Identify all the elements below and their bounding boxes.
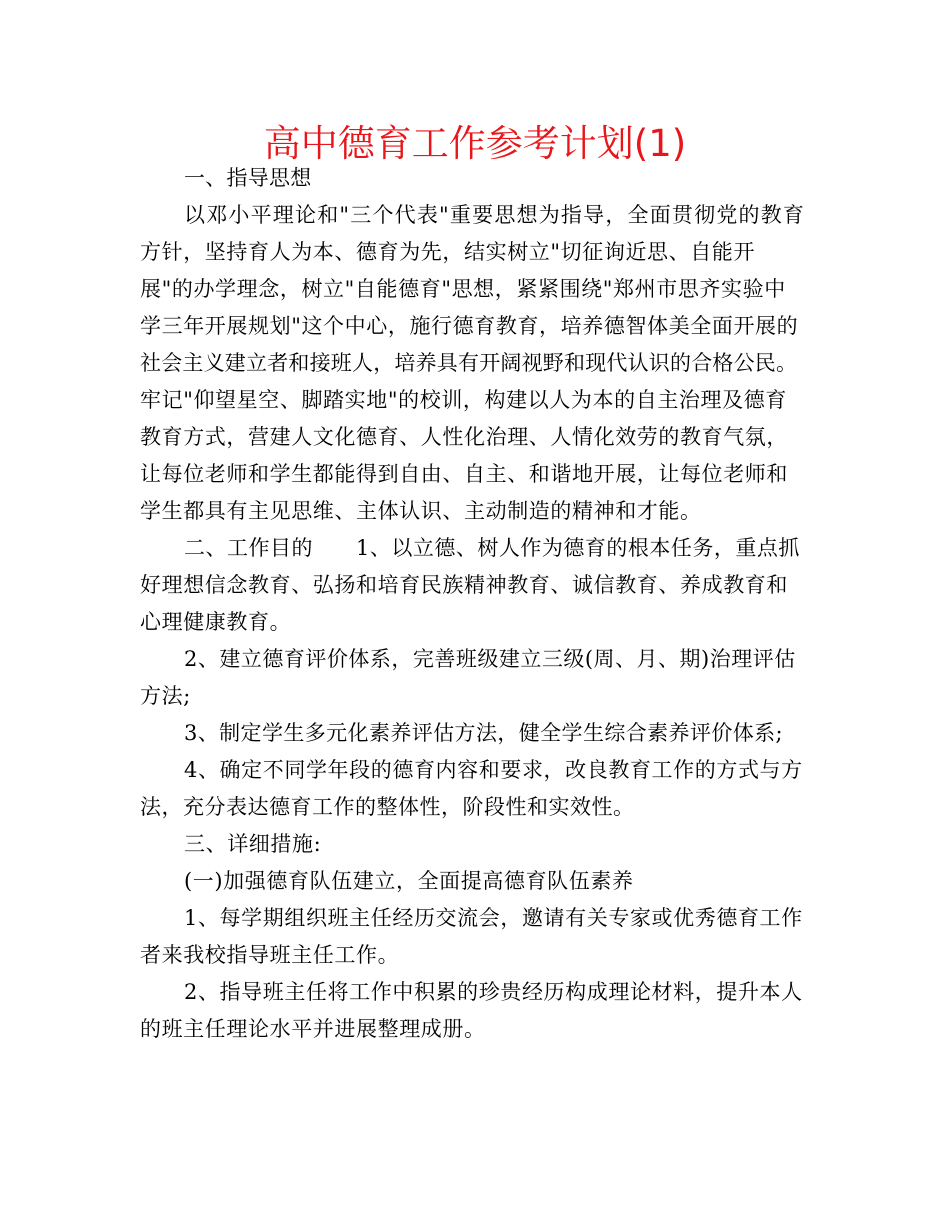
paragraph-line: 方针，坚持育人为本、德育为先，结实树立"切征询近思、自能开 xyxy=(140,240,756,264)
subsection-heading: (一)加强德育队伍建立，全面提高德育队伍素养 xyxy=(184,869,634,893)
paragraph-line: 心理健康教育。 xyxy=(140,610,292,634)
paragraph-line: 学生都具有主见思维、主体认识、主动制造的精神和才能。 xyxy=(140,499,702,523)
paragraph-line: 教育方式，营建人文化德育、人性化治理、人情化效劳的教育气氛， xyxy=(140,425,788,449)
section-heading-measures: 三、详细措施: xyxy=(184,832,322,856)
list-item-line: 的班主任理论水平并进展整理成册。 xyxy=(140,1017,486,1041)
list-item-line: 4、确定不同学年段的德育内容和要求，改良教育工作的方式与方 xyxy=(184,758,803,782)
paragraph-line: 让每位老师和学生都能得到自由、自主、和谐地开展，让每位老师和 xyxy=(140,462,788,486)
paragraph-line: 好理想信念教育、弘扬和培育民族精神教育、诚信教育、养成教育和 xyxy=(140,573,788,597)
list-item-line: 3、制定学生多元化素养评估方法，健全学生综合素养评价体系; xyxy=(184,721,784,745)
document-body xyxy=(140,160,815,1048)
paragraph-line: 以邓小平理论和"三个代表"重要思想为指导，全面贯彻党的教育 xyxy=(184,203,806,227)
document-title: 高中德育工作参考计划(1) xyxy=(263,122,687,165)
list-item-line: 者来我校指导班主任工作。 xyxy=(140,943,400,967)
paragraph-line: 展"的办学理念，树立"自能德育"思想，紧紧围绕"郑州市思齐实验中 xyxy=(140,277,786,301)
section-heading-guiding-thought: 一、指导思想 xyxy=(184,166,312,190)
paragraph-line: 社会主义建立者和接班人，培养具有开阔视野和现代认识的合格公民。 xyxy=(140,351,798,375)
list-item-line: 方法; xyxy=(140,684,191,708)
list-item-line: 2、指导班主任将工作中积累的珍贵经历构成理论材料，提升本人 xyxy=(184,980,803,1004)
list-item-line: 法，充分表达德育工作的整体性，阶段性和实效性。 xyxy=(140,795,635,819)
section-heading-work-goals: 二、工作目的 1、以立德、树人作为德育的根本任务，重点抓 xyxy=(184,536,800,560)
list-item-line: 1、每学期组织班主任经历交流会，邀请有关专家或优秀德育工作 xyxy=(184,906,803,930)
list-item-line: 2、建立德育评价体系，完善班级建立三级(周、月、期)治理评估 xyxy=(184,647,796,671)
paragraph-line: 学三年开展规划"这个中心，施行德育教育，培养德智体美全面开展的 xyxy=(140,314,799,338)
paragraph-line: 牢记"仰望星空、脚踏实地"的校训，构建以人为本的自主治理及德育 xyxy=(140,388,787,412)
